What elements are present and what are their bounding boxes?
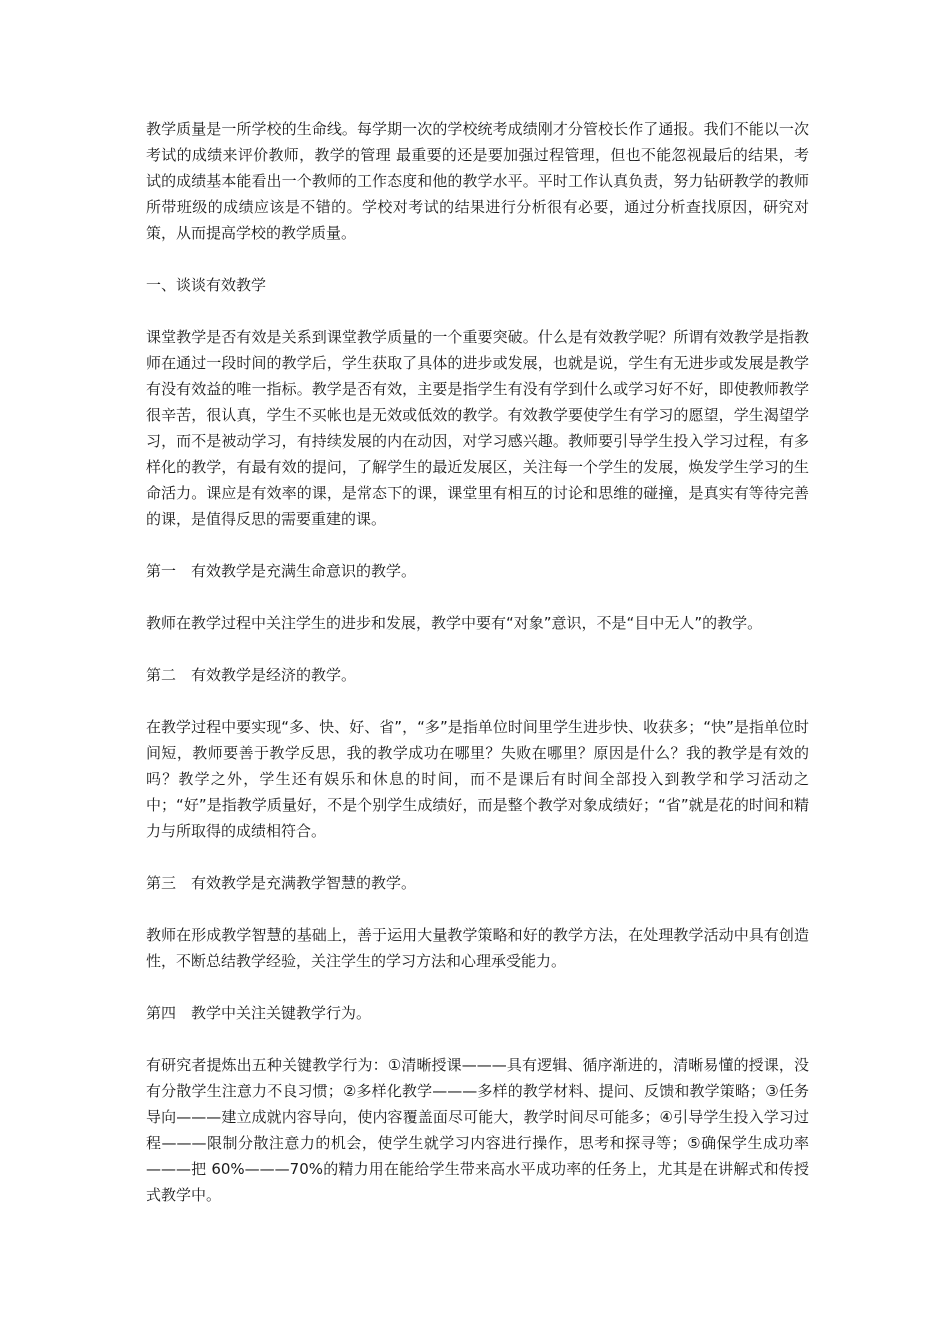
point-heading-3: 第三 有效教学是充满教学智慧的教学。 (146, 874, 417, 892)
point-heading-1: 第一 有效教学是充满生命意识的教学。 (146, 562, 417, 580)
document-page (146, 116, 809, 1234)
point-body-4: 有研究者提炼出五种关键教学行为：①清晰授课———具有逻辑、循序渐进的，清晰易懂的授课，没有分散学生注意力不良习惯；②多样化教学———多样的教学材料、提问、反馈和教学策略；③任务导向———建立成就内容导向，使内容覆盖面尽可能大，教学时间尽可能多；④引导学生投入学习过程———限制分散注意力的机会，使学生就学习内容进行操作，思考和探寻等；⑤确保学生成功率———把 60%———70%的精力用在能给学生带来高水平成功率的任务上，尤其是在讲解式和传授式教学中。 (146, 1056, 809, 1204)
point-heading-2: 第二 有效教学是经济的教学。 (146, 666, 357, 684)
section-heading-effective-teaching: 一、谈谈有效教学 (146, 276, 267, 294)
point-body-2: 在教学过程中要实现“多、快、好、省”，“多”是指单位时间里学生进步快、收获多；“快”是指单位时间短，教师要善于教学反思，我的教学成功在哪里？失败在哪里？原因是什么？我的教学是有效的吗？教学之外，学生还有娱乐和休息的时间，而不是课后有时间全部投入到教学和学习活动之中；“好”是指教学质量好，不是个别学生成绩好，而是整个教学对象成绩好；“省”就是花的时间和精力与所取得的成绩相符合。 (146, 718, 809, 840)
point-body-3: 教师在形成教学智慧的基础上，善于运用大量教学策略和好的教学方法，在处理教学活动中具有创造性，不断总结教学经验，关注学生的学习方法和心理承受能力。 (146, 926, 809, 970)
section-body-effective-teaching: 课堂教学是否有效是关系到课堂教学质量的一个重要突破。什么是有效教学呢？所谓有效教学是指教师在通过一段时间的教学后，学生获取了具体的进步或发展，也就是说，学生有无进步或发展是教学有没有效益的唯一指标。教学是否有效，主要是指学生有没有学到什么或学习好不好，即使教师教学很辛苦，很认真，学生不买帐也是无效或低效的教学。有效教学要使学生有学习的愿望，学生渴望学习，而不是被动学习，有持续发展的内在动因，对学习感兴趣。教师要引导学生投入学习过程，有多样化的教学，有最有效的提问，了解学生的最近发展区，关注每一个学生的发展，焕发学生学习的生命活力。课应是有效率的课，是常态下的课，课堂里有相互的讨论和思维的碰撞，是真实有等待完善的课，是值得反思的需要重建的课。 (146, 328, 809, 528)
point-body-1: 教师在教学过程中关注学生的进步和发展，教学中要有“对象”意识，不是“目中无人”的教学。 (146, 614, 763, 632)
point-heading-4: 第四 教学中关注关键教学行为。 (146, 1004, 372, 1022)
intro-paragraph: 教学质量是一所学校的生命线。每学期一次的学校统考成绩刚才分管校长作了通报。我们不能以一次考试的成绩来评价教师，教学的管理 最重要的还是要加强过程管理，但也不能忽视最后的结果，考试的成绩基本能看出一个教师的工作态度和他的教学水平。平时工作认真负责，努力钻研教学的教师所带班级的成绩应该是不错的。学校对考试的结果进行分析很有必要，通过分析查找原因，研究对策，从而提高学校的教学质量。 (146, 120, 809, 242)
